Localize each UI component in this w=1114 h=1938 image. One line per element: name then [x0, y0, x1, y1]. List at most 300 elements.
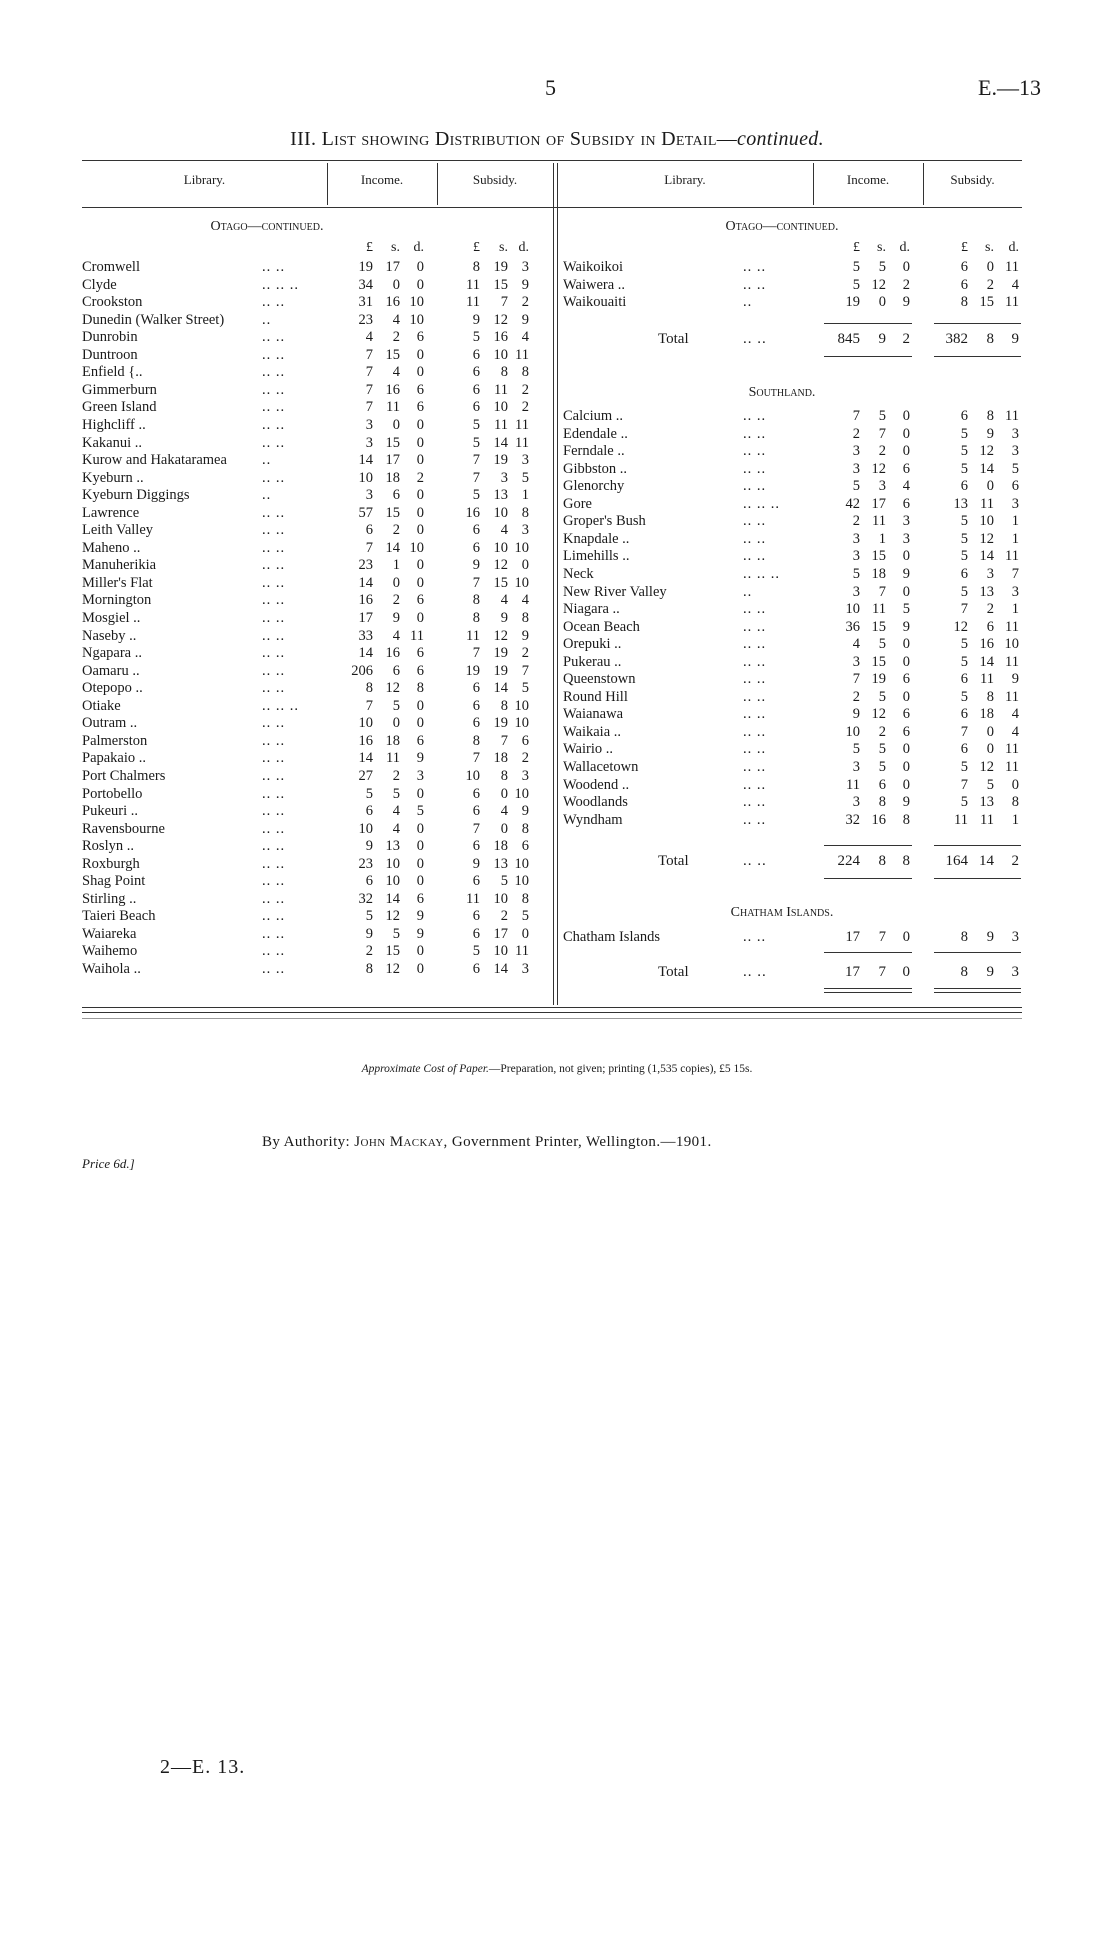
income-shillings: 13	[385, 838, 400, 855]
income-pounds: 14	[358, 452, 373, 469]
income-shillings: 5	[392, 697, 400, 714]
otago-pre-total-subsidy-rule	[934, 323, 1021, 324]
footer-rule	[82, 1018, 1022, 1019]
subsidy-pounds: 6	[472, 364, 480, 381]
income-pounds: 17	[845, 929, 860, 945]
library-name: Groper's Bush	[563, 513, 646, 530]
income-pounds: 845	[837, 331, 860, 347]
subsidy-pence: 3	[521, 522, 529, 539]
table-row	[0, 293, 1114, 311]
income-pence: 0	[416, 416, 424, 433]
leader-dots: .. ..	[262, 329, 286, 346]
subsidy-pounds: 6	[960, 408, 968, 424]
income-shillings: 11	[872, 601, 886, 618]
leader-dots: .. ..	[743, 811, 767, 828]
leader-dots: .. ..	[743, 671, 767, 688]
income-shillings: 2	[392, 329, 400, 346]
subsidy-pence: 3	[521, 259, 529, 275]
income-pence: 0	[902, 741, 910, 758]
subsidy-shillings: 19	[493, 715, 508, 732]
leader-dots: .. ..	[743, 408, 767, 424]
subsidy-pounds: 13	[953, 495, 968, 512]
leader-dots: .. ..	[262, 750, 286, 767]
income-pounds: 4	[852, 636, 860, 653]
income-shillings: 0	[392, 416, 400, 433]
subsidy-pounds: 9	[472, 557, 480, 574]
document-reference: E.—13	[978, 75, 1041, 100]
income-shillings: 1	[878, 530, 886, 547]
chatham-post-total-subsidy-rule	[934, 988, 1021, 989]
subsidy-shillings: 0	[986, 259, 994, 275]
income-shillings: 2	[392, 767, 400, 784]
income-pounds: 5	[365, 908, 373, 925]
leader-dots: .. ..	[262, 943, 286, 960]
income-pounds: 3	[852, 653, 860, 670]
subsidy-pence: 8	[521, 820, 529, 837]
subsidy-pence: 9	[521, 311, 529, 328]
income-pence: 0	[902, 583, 910, 600]
library-name: Papakaio ..	[82, 750, 147, 767]
income-pence: 2	[902, 331, 910, 347]
subsidy-pounds: 6	[472, 838, 480, 855]
subsidy-pounds: 16	[465, 504, 480, 521]
subsidy-pounds: 7	[472, 469, 480, 486]
chatham-total-row	[0, 963, 1114, 981]
leader-dots: .. ..	[743, 425, 767, 442]
leader-dots: .. ..	[262, 259, 286, 275]
income-pence: 10	[409, 294, 424, 311]
leader-dots: ..	[743, 583, 753, 600]
leader-dots: .. ..	[743, 759, 767, 775]
library-name: Waikaia ..	[563, 723, 622, 740]
income-pence: 6	[416, 592, 424, 609]
subsidy-shillings: 18	[979, 706, 994, 723]
subsidy-pounds: 9	[472, 311, 480, 328]
subsidy-pounds: 6	[472, 873, 480, 890]
income-pounds: 17	[358, 610, 373, 626]
table-top-rule	[82, 160, 1022, 161]
subsidy-pence: 11	[1005, 688, 1019, 705]
table-row	[0, 688, 1114, 706]
income-pounds: 7	[365, 381, 373, 398]
library-name: Queenstown	[563, 671, 636, 688]
sheet-signature: 2—E. 13.	[160, 1756, 246, 1778]
library-name: Gimmerburn	[82, 381, 157, 398]
income-pounds: 5	[852, 259, 860, 275]
income-shillings: 2	[392, 522, 400, 539]
income-shillings: 7	[878, 583, 886, 600]
library-name: Ocean Beach	[563, 618, 640, 635]
leader-dots: .. ..	[743, 331, 767, 347]
income-pounds: 6	[365, 873, 373, 890]
table-row	[0, 258, 1114, 276]
income-shillings: 7	[878, 964, 886, 980]
income-shillings: 0	[392, 715, 400, 732]
income-shillings: 12	[871, 706, 886, 723]
leader-dots: .. ..	[743, 478, 767, 495]
subsidy-pence: 11	[1005, 259, 1019, 275]
income-pounds: 31	[358, 294, 373, 311]
income-pence: 0	[416, 487, 424, 504]
subsidy-pence: 10	[514, 574, 529, 591]
income-pence: 0	[902, 443, 910, 460]
subsidy-pence: 5	[521, 680, 529, 697]
subsidy-pence: 3	[1011, 443, 1019, 460]
library-name: Crookston	[82, 294, 143, 311]
income-pence: 6	[416, 329, 424, 346]
subsidy-pence: 7	[521, 662, 529, 679]
leader-dots: .. ..	[262, 662, 286, 679]
income-pence: 0	[902, 929, 910, 945]
subsidy-shillings: 10	[493, 890, 508, 907]
leader-dots: .. ..	[262, 539, 286, 556]
subsidy-shillings: 4	[500, 592, 508, 609]
leader-dots: .. ..	[743, 794, 767, 811]
subsidy-pounds: 11	[954, 811, 968, 828]
library-name: Leith Valley	[82, 522, 154, 539]
leader-dots: .. ..	[743, 706, 767, 723]
left-region-heading-otago: Otago—continued.	[210, 219, 324, 234]
subsidy-pounds: 5	[960, 794, 968, 811]
income-pence: 0	[416, 961, 424, 977]
leader-dots: .. ..	[262, 364, 286, 381]
subsidy-pounds: 6	[472, 803, 480, 820]
otago-post-total-subsidy-rule	[934, 356, 1021, 357]
income-pence: 6	[416, 399, 424, 416]
left-subsidy-unit-pounds: £	[473, 240, 480, 255]
income-pounds: 3	[852, 583, 860, 600]
subsidy-shillings: 8	[500, 767, 508, 784]
leader-dots: .. .. ..	[262, 697, 299, 714]
subsidy-pounds: 5	[960, 636, 968, 653]
subsidy-pounds: 6	[472, 908, 480, 925]
leader-dots: .. ..	[743, 259, 767, 275]
page-number: 5	[545, 75, 556, 100]
subsidy-shillings: 0	[986, 723, 994, 740]
right-region-heading-otago: Otago—continued.	[725, 219, 839, 234]
subsidy-pence: 5	[521, 469, 529, 486]
income-pence: 0	[902, 688, 910, 705]
subsidy-shillings: 10	[979, 513, 994, 530]
income-shillings: 4	[392, 627, 400, 644]
leader-dots: .. ..	[262, 680, 286, 697]
subsidy-shillings: 14	[493, 680, 508, 697]
income-shillings: 12	[385, 908, 400, 925]
library-name: Shag Point	[82, 873, 146, 890]
subsidy-pence: 1	[1011, 601, 1019, 618]
income-pounds: 14	[358, 574, 373, 591]
subsidy-shillings: 0	[500, 785, 508, 802]
library-name: Roxburgh	[82, 855, 140, 872]
subsidy-pence: 8	[1011, 794, 1019, 811]
subsidy-pence: 1	[1011, 513, 1019, 530]
income-shillings: 15	[385, 346, 400, 363]
library-name: Waiwera ..	[563, 276, 626, 293]
library-name: Oamaru ..	[82, 662, 140, 679]
library-name: Wallacetown	[563, 759, 639, 775]
table-row	[0, 618, 1114, 636]
subsidy-shillings: 3	[986, 565, 994, 582]
subsidy-shillings: 12	[979, 530, 994, 547]
library-name: Duntroon	[82, 346, 138, 363]
library-name: Otiake	[82, 697, 121, 714]
subsidy-shillings: 2	[986, 276, 994, 293]
library-name: Miller's Flat	[82, 574, 153, 591]
income-pounds: 10	[845, 723, 860, 740]
subsidy-pence: 1	[1011, 530, 1019, 547]
income-shillings: 5	[878, 259, 886, 275]
income-shillings: 10	[385, 855, 400, 872]
income-shillings: 11	[386, 399, 400, 416]
subsidy-pounds: 6	[472, 697, 480, 714]
subsidy-pence: 8	[521, 364, 529, 381]
leader-dots: .. ..	[262, 627, 286, 644]
library-name: Gore	[563, 495, 592, 512]
leader-dots: .. ..	[262, 504, 286, 521]
income-pence: 0	[416, 610, 424, 626]
leader-dots: .. .. ..	[743, 495, 780, 512]
income-pence: 6	[416, 732, 424, 749]
income-pence: 8	[902, 811, 910, 828]
income-pounds: 16	[358, 732, 373, 749]
leader-dots: .. ..	[743, 276, 767, 293]
income-pounds: 3	[365, 416, 373, 433]
right-library-header: Library.	[664, 172, 706, 187]
income-pence: 0	[416, 259, 424, 275]
library-name: Clyde	[82, 276, 117, 293]
income-pence: 6	[902, 495, 910, 512]
title-main: List showing Distribution of Subsidy in Detail—	[321, 128, 738, 150]
leader-dots: .. ..	[262, 873, 286, 890]
income-pounds: 33	[358, 627, 373, 644]
income-pence: 9	[416, 750, 424, 767]
income-shillings: 12	[385, 961, 400, 977]
leader-dots: .. ..	[743, 964, 767, 980]
subsidy-pounds: 8	[472, 592, 480, 609]
income-shillings: 17	[385, 452, 400, 469]
income-pounds: 57	[358, 504, 373, 521]
subsidy-shillings: 0	[986, 478, 994, 495]
right-region-heading-southland: Southland.	[748, 385, 816, 400]
income-shillings: 16	[385, 294, 400, 311]
income-pounds: 4	[365, 329, 373, 346]
table-row	[0, 495, 1114, 513]
table-bottom-rule	[82, 1007, 1022, 1008]
subsidy-shillings: 13	[979, 794, 994, 811]
subsidy-shillings: 19	[493, 452, 508, 469]
library-name: Waihemo	[82, 943, 138, 960]
leader-dots: .. ..	[743, 929, 767, 945]
income-pence: 0	[416, 364, 424, 381]
income-pounds: 10	[358, 469, 373, 486]
subsidy-pounds: 8	[472, 259, 480, 275]
table-row	[0, 407, 1114, 425]
income-shillings: 0	[392, 276, 400, 293]
library-name: Woodend ..	[563, 776, 630, 793]
income-pounds: 32	[358, 890, 373, 907]
library-name: Pukerau ..	[563, 653, 622, 670]
leader-dots: .. ..	[743, 530, 767, 547]
subsidy-shillings: 10	[493, 504, 508, 521]
subsidy-pounds: 5	[960, 460, 968, 477]
library-name: Manuherikia	[82, 557, 157, 574]
income-pence: 0	[416, 504, 424, 521]
table-title	[0, 128, 1114, 151]
subsidy-pence: 3	[521, 961, 529, 977]
income-shillings: 8	[878, 794, 886, 811]
subsidy-shillings: 13	[493, 487, 508, 504]
library-name: Knapdale ..	[563, 530, 630, 547]
subsidy-pence: 11	[1005, 618, 1019, 635]
left-library-header: Library.	[183, 172, 226, 187]
leader-dots: .. ..	[262, 592, 286, 609]
header-bottom-rule	[82, 207, 1022, 208]
library-name: Roslyn ..	[82, 838, 134, 855]
income-shillings: 5	[878, 408, 886, 424]
income-pounds: 34	[358, 276, 373, 293]
income-pence: 0	[902, 259, 910, 275]
subsidy-pounds: 7	[960, 601, 968, 618]
southland-post-total-subsidy-rule	[934, 878, 1021, 879]
income-shillings: 6	[392, 487, 400, 504]
subsidy-pounds: 5	[472, 487, 480, 504]
income-shillings: 18	[385, 469, 400, 486]
subsidy-shillings: 9	[986, 929, 994, 945]
leader-dots: .. ..	[262, 785, 286, 802]
income-pence: 3	[416, 767, 424, 784]
income-pence: 9	[902, 294, 910, 311]
subsidy-shillings: 8	[986, 331, 994, 347]
total-label: Total	[658, 331, 689, 347]
library-name: Waikoikoi	[563, 259, 624, 275]
income-pence: 6	[902, 671, 910, 688]
leader-dots: .. ..	[743, 513, 767, 530]
leader-dots: .. ..	[262, 925, 286, 942]
income-pence: 9	[902, 565, 910, 582]
income-shillings: 7	[878, 929, 886, 945]
income-shillings: 6	[878, 776, 886, 793]
subsidy-pence: 11	[515, 346, 529, 363]
subsidy-shillings: 11	[980, 671, 994, 688]
leader-dots: .. ..	[743, 853, 767, 869]
leader-dots: .. ..	[743, 741, 767, 758]
income-pence: 11	[410, 627, 424, 644]
subsidy-pounds: 6	[472, 715, 480, 732]
subsidy-pence: 2	[521, 399, 529, 416]
income-pence: 0	[902, 425, 910, 442]
table-row	[0, 872, 1114, 890]
income-pence: 0	[416, 715, 424, 732]
subsidy-shillings: 5	[986, 776, 994, 793]
income-pounds: 2	[852, 513, 860, 530]
income-shillings: 4	[392, 311, 400, 328]
printer-name: John Mackay	[354, 1134, 444, 1150]
chatham-post-total-double-income-rule	[824, 992, 912, 993]
leader-dots: ..	[262, 487, 272, 504]
income-shillings: 2	[878, 723, 886, 740]
library-name: Calcium ..	[563, 408, 624, 424]
subsidy-shillings: 14	[979, 460, 994, 477]
cost-text: —Preparation, not given; printing (1,535 copies), £5 15s.	[488, 1063, 753, 1075]
leader-dots: .. ..	[743, 548, 767, 565]
leader-dots: .. ..	[262, 346, 286, 363]
income-pounds: 5	[852, 741, 860, 758]
subsidy-pounds: 6	[472, 346, 480, 363]
subsidy-pence: 9	[521, 276, 529, 293]
library-name: Waiareka	[82, 925, 137, 942]
leader-dots: .. ..	[262, 381, 286, 398]
subsidy-pence: 9	[521, 803, 529, 820]
table-row	[0, 547, 1114, 565]
income-shillings: 5	[878, 688, 886, 705]
subsidy-pounds: 6	[472, 539, 480, 556]
library-name: Highcliff ..	[82, 416, 146, 433]
income-pounds: 5	[365, 785, 373, 802]
income-pounds: 11	[846, 776, 860, 793]
subsidy-shillings: 9	[986, 964, 994, 980]
leader-dots: .. ..	[262, 908, 286, 925]
subsidy-shillings: 12	[979, 443, 994, 460]
income-pounds: 2	[852, 688, 860, 705]
library-name: Lawrence	[82, 504, 140, 521]
subsidy-pounds: 7	[960, 776, 968, 793]
library-name: Port Chalmers	[82, 767, 166, 784]
subsidy-pence: 2	[521, 645, 529, 662]
subsidy-shillings: 9	[986, 425, 994, 442]
income-shillings: 15	[871, 548, 886, 565]
leader-dots: .. ..	[743, 618, 767, 635]
income-pence: 0	[416, 943, 424, 960]
subsidy-pounds: 6	[960, 565, 968, 582]
income-pounds: 2	[852, 425, 860, 442]
table-row	[0, 740, 1114, 758]
income-shillings: 16	[385, 381, 400, 398]
leader-dots: .. ..	[743, 460, 767, 477]
subsidy-pounds: 6	[960, 671, 968, 688]
subsidy-pence: 8	[521, 890, 529, 907]
library-name: Mornington	[82, 592, 152, 609]
income-pence: 0	[416, 522, 424, 539]
income-pounds: 7	[852, 408, 860, 424]
income-pounds: 16	[358, 592, 373, 609]
income-pounds: 6	[365, 803, 373, 820]
subsidy-shillings: 15	[493, 276, 508, 293]
subsidy-shillings: 8	[986, 408, 994, 424]
subsidy-pence: 10	[514, 715, 529, 732]
subsidy-pence: 3	[1011, 929, 1019, 945]
income-pounds: 3	[365, 487, 373, 504]
table-row	[0, 811, 1114, 829]
income-shillings: 10	[385, 873, 400, 890]
subsidy-shillings: 11	[494, 381, 508, 398]
cost-label: Approximate Cost of Paper.	[361, 1063, 489, 1075]
subsidy-pence: 5	[1011, 460, 1019, 477]
subsidy-pounds: 6	[472, 381, 480, 398]
income-shillings: 12	[385, 680, 400, 697]
subsidy-pence: 10	[514, 855, 529, 872]
income-pounds: 36	[845, 618, 860, 635]
library-name: Waianawa	[563, 706, 624, 723]
income-shillings: 17	[385, 259, 400, 275]
income-shillings: 8	[878, 853, 886, 869]
leader-dots: ..	[743, 294, 753, 311]
subsidy-pence: 3	[521, 767, 529, 784]
subsidy-shillings: 14	[493, 434, 508, 451]
income-pence: 0	[416, 785, 424, 802]
income-shillings: 0	[392, 574, 400, 591]
subsidy-shillings: 11	[494, 416, 508, 433]
subsidy-pence: 3	[1011, 495, 1019, 512]
